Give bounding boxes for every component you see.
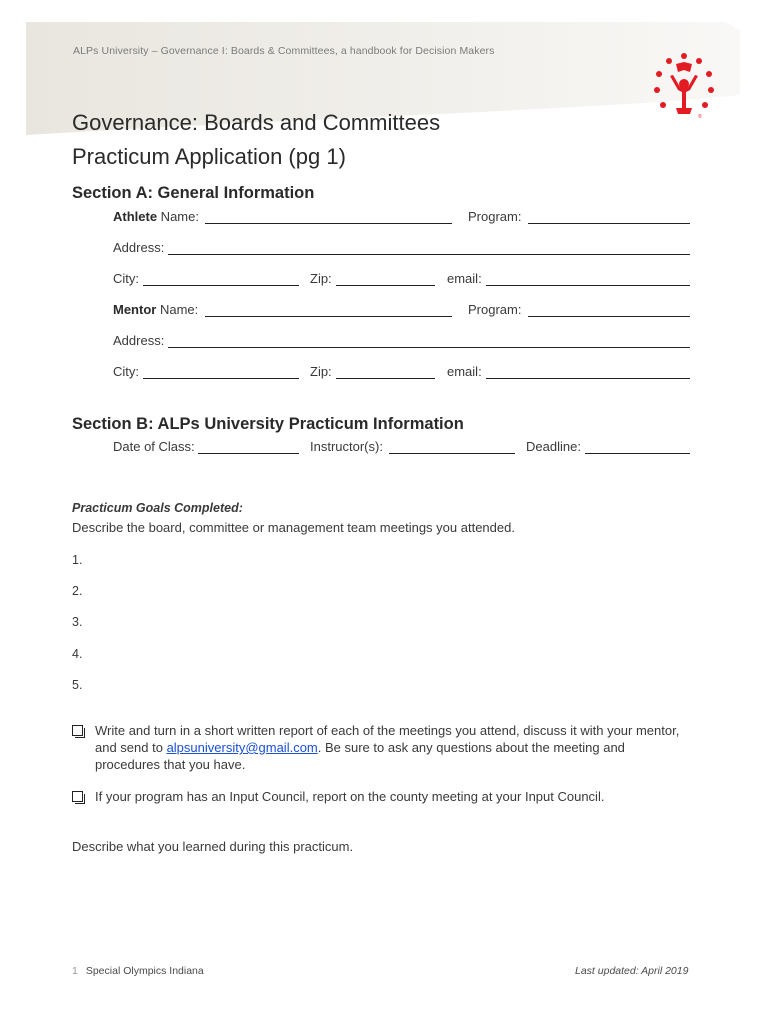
checklist-text: If your program has an Input Council, report on the county meeting at your Input Council. (95, 789, 605, 804)
deadline-label: Deadline: (526, 439, 581, 454)
goal-item-number: 4. (72, 647, 83, 661)
mentor-zip-field[interactable] (336, 378, 435, 379)
mentor-city-label: City: (113, 364, 139, 379)
athlete-name-label: Athlete Name: (113, 209, 199, 224)
athlete-name-field[interactable] (205, 223, 452, 224)
document-title: Governance: Boards and Committees (72, 110, 441, 135)
page-number: 1 (72, 965, 78, 977)
email-link[interactable]: alpsuniversity@gmail.com (166, 740, 318, 755)
footer-org: Special Olympics Indiana (85, 965, 204, 977)
footer-left (72, 965, 204, 977)
mentor-email-label: email: (447, 364, 482, 379)
mentor-email-field[interactable] (486, 378, 690, 379)
checklist-item-input-council (72, 788, 692, 805)
athlete-zip-label: Zip: (310, 271, 332, 286)
athlete-email-label: email: (447, 271, 482, 286)
instructor-field[interactable] (389, 453, 515, 454)
learned-prompt: Describe what you learned during this practicum. (72, 839, 354, 854)
goals-prompt: Describe the board, committee or management team meetings you attended. (72, 520, 515, 535)
special-olympics-logo (648, 50, 720, 122)
deadline-field[interactable] (585, 453, 690, 454)
checklist-item-report (72, 722, 692, 773)
athlete-city-label: City: (113, 271, 139, 286)
date-of-class-field[interactable] (198, 453, 299, 454)
athlete-address-label: Address: (113, 240, 165, 255)
mentor-program-field[interactable] (528, 316, 690, 317)
athlete-program-label: Program: (468, 209, 522, 224)
mentor-zip-label: Zip: (310, 364, 332, 379)
checkbox-icon[interactable] (72, 725, 83, 736)
goal-item-number: 3. (72, 615, 83, 629)
goal-item-number: 5. (72, 678, 83, 692)
footer-updated: Last updated: April 2019 (575, 965, 689, 977)
athlete-address-field[interactable] (168, 254, 690, 255)
athlete-email-field[interactable] (486, 285, 690, 286)
goal-item-number: 2. (72, 584, 83, 598)
goal-item-number: 1. (72, 553, 83, 567)
mentor-address-field[interactable] (168, 347, 690, 348)
athlete-program-field[interactable] (528, 223, 690, 224)
practicum-goals-heading: Practicum Goals Completed: (72, 501, 243, 515)
date-of-class-label: Date of Class: (113, 439, 195, 454)
section-b-heading: Section B: ALPs University Practicum Information (72, 415, 464, 433)
document-subtitle: Practicum Application (pg 1) (72, 144, 346, 169)
athlete-city-field[interactable] (143, 285, 299, 286)
checklist-text: Write and turn in a short written report of each of the meetings you attend, discuss it with your mentor, and send to alpsuniversity@gmail.com. Be sure to ask any questions about the meeting and procedures that you have. (95, 723, 680, 772)
mentor-program-label: Program: (468, 302, 522, 317)
mentor-address-label: Address: (113, 333, 165, 348)
mentor-name-field[interactable] (205, 316, 452, 317)
section-a-heading: Section A: General Information (72, 184, 315, 202)
instructor-label: Instructor(s): (310, 439, 383, 454)
running-head: ALPs University – Governance I: Boards & Committees, a handbook for Decision Makers (73, 45, 495, 57)
mentor-city-field[interactable] (143, 378, 299, 379)
svg-text:®: ® (698, 114, 702, 120)
mentor-name-label: Mentor Name: (113, 302, 199, 317)
athlete-zip-field[interactable] (336, 285, 435, 286)
checkbox-icon[interactable] (72, 791, 83, 802)
